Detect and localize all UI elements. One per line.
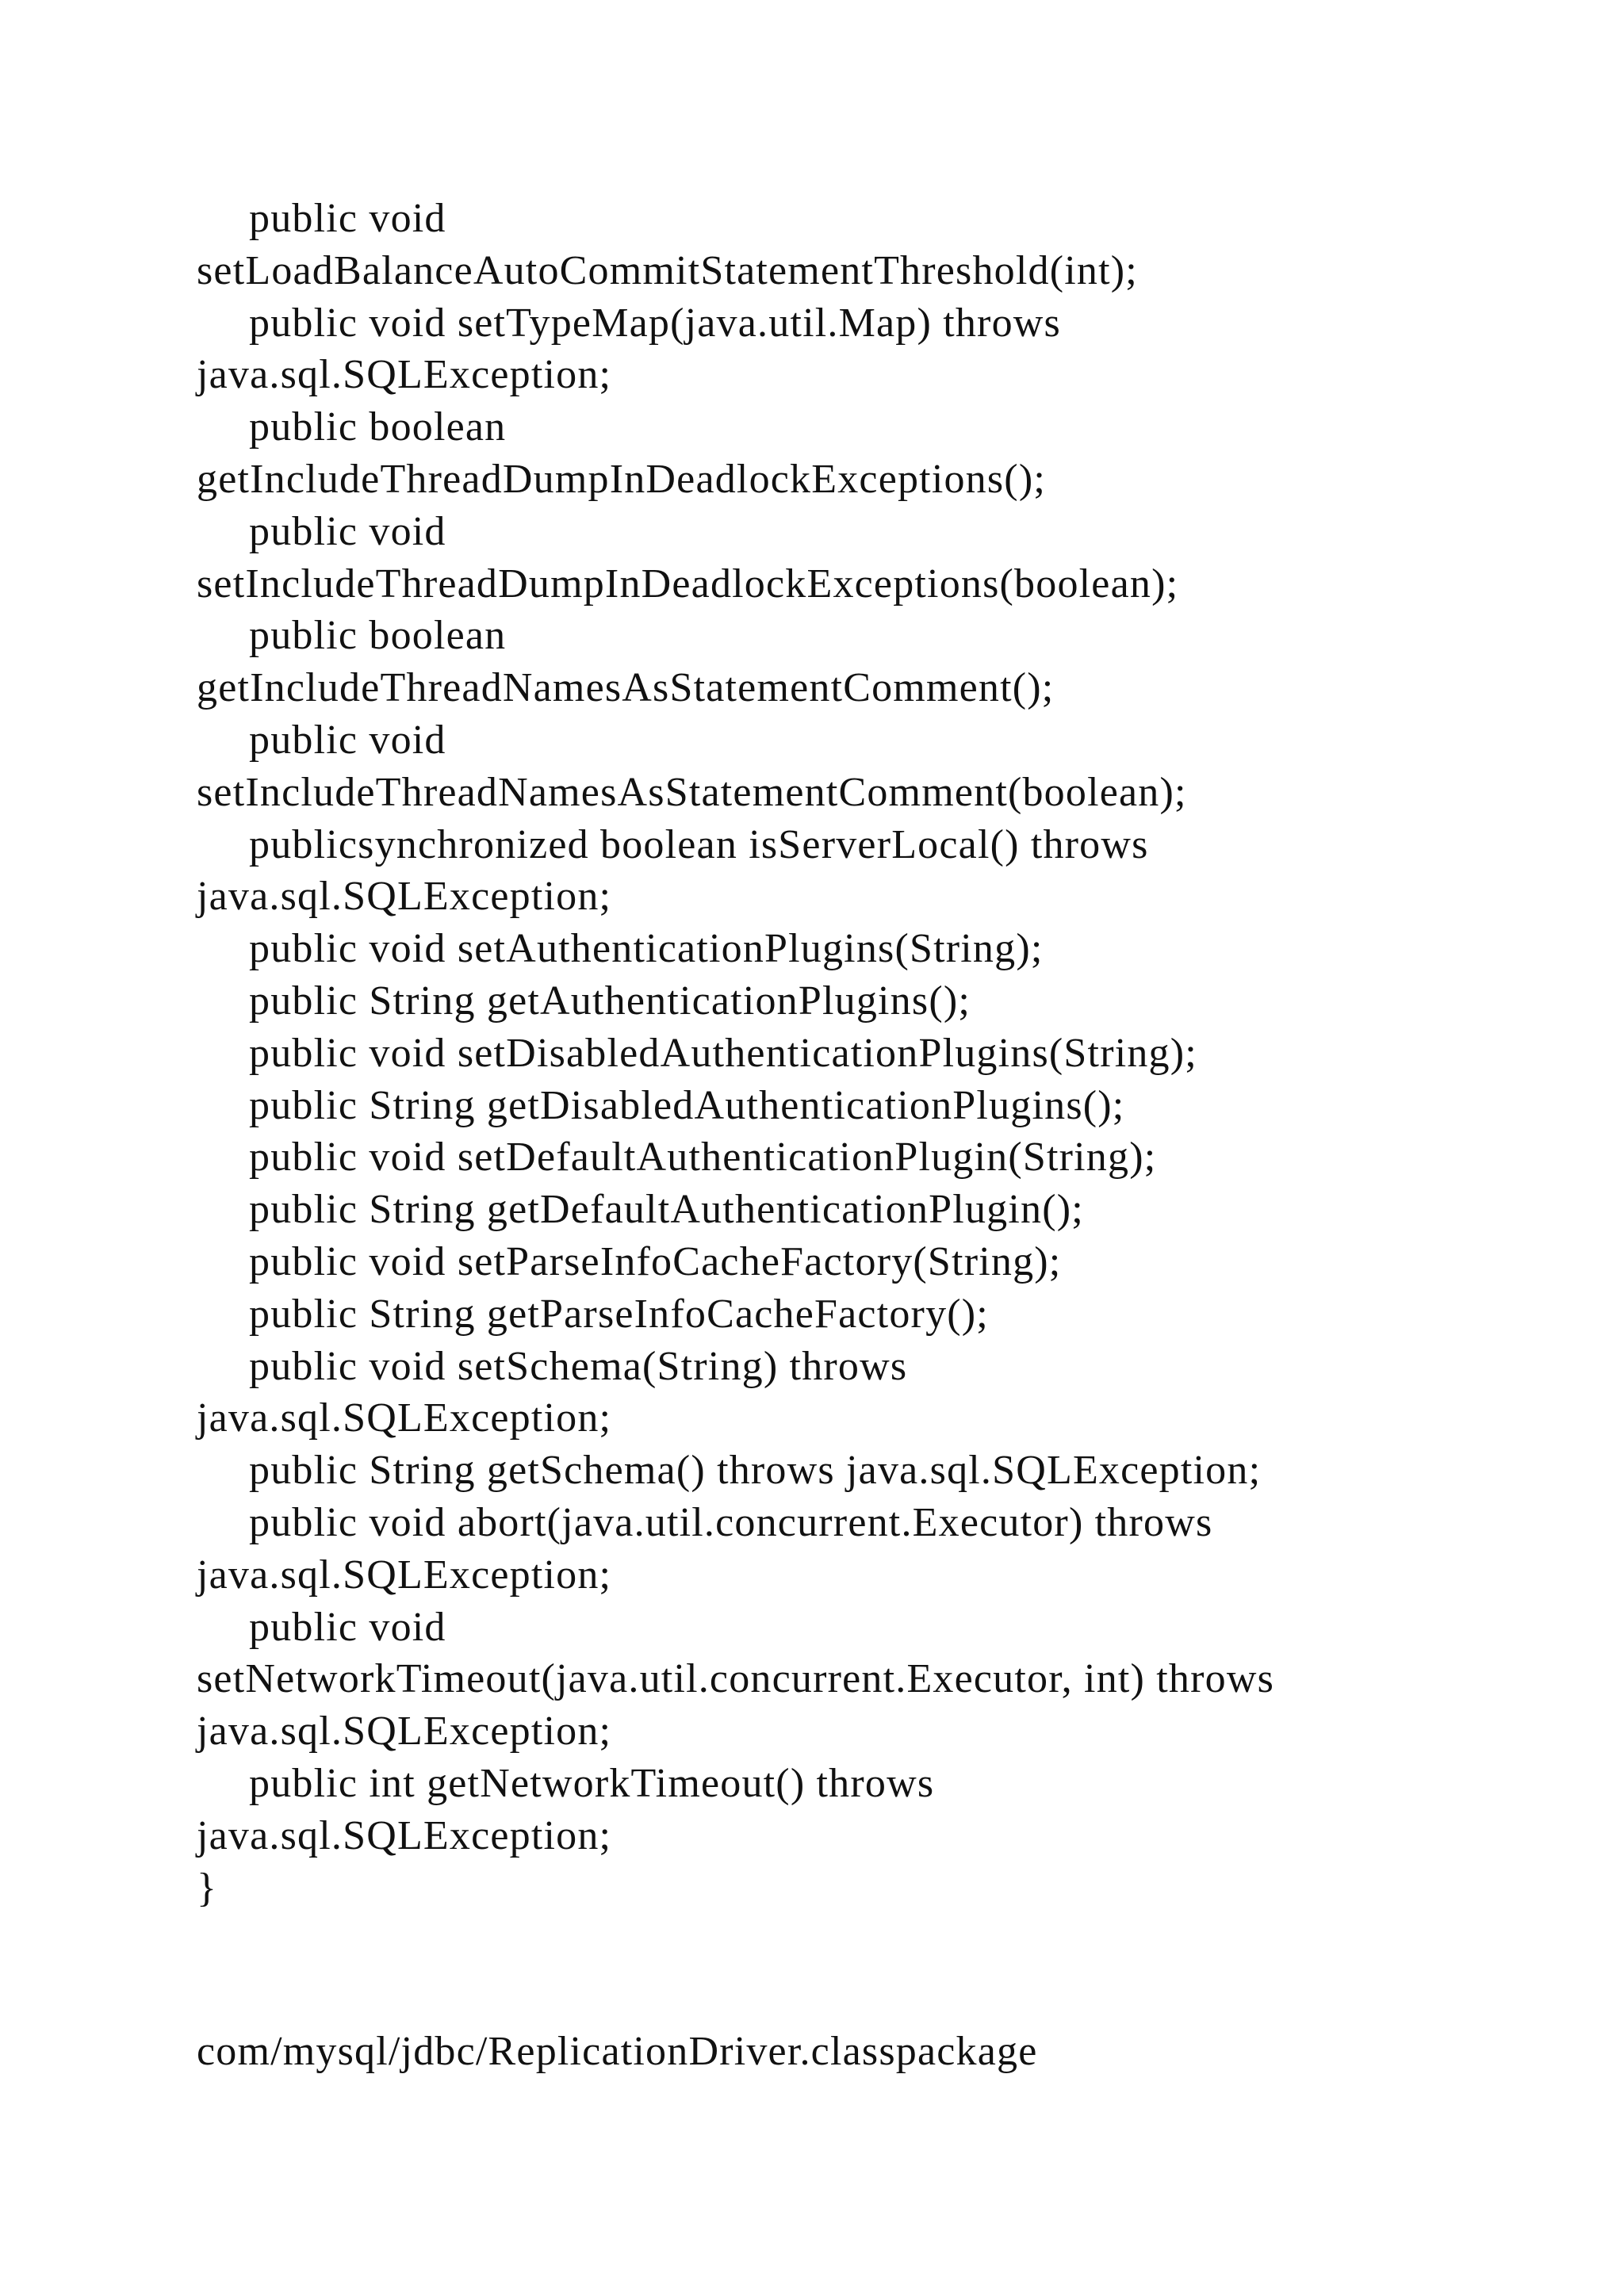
- code-line: public void setDefaultAuthenticationPlugin(String);: [249, 1135, 1157, 1181]
- code-line: public void setTypeMap(java.util.Map) throws: [249, 300, 1061, 346]
- code-line: public void: [249, 1604, 446, 1650]
- code-line: public boolean: [249, 613, 507, 659]
- code-line: setIncludeThreadNamesAsStatementComment(boolean);: [197, 769, 1187, 815]
- closing-brace: }: [197, 1865, 218, 1911]
- code-line: public void abort(java.util.concurrent.Executor) throws: [249, 1499, 1213, 1545]
- code-line: java.sql.SQLException;: [197, 874, 612, 920]
- code-line: public void: [249, 508, 446, 554]
- code-line: java.sql.SQLException;: [197, 1395, 612, 1441]
- code-line: java.sql.SQLException;: [197, 1709, 612, 1755]
- code-line: publicsynchronized boolean isServerLocal() throws: [249, 821, 1149, 867]
- code-line: getIncludeThreadNamesAsStatementComment();: [197, 665, 1055, 711]
- code-line: public String getParseInfoCacheFactory();: [249, 1291, 989, 1337]
- code-line: java.sql.SQLException;: [197, 352, 612, 398]
- code-line: public int getNetworkTimeout() throws: [249, 1760, 935, 1806]
- code-line: setNetworkTimeout(java.util.concurrent.Executor, int) throws: [197, 1656, 1275, 1702]
- code-line: public String getSchema() throws java.sql.SQLException;: [249, 1448, 1262, 1494]
- code-line: getIncludeThreadDumpInDeadlockExceptions();: [197, 456, 1046, 502]
- code-line: setLoadBalanceAutoCommitStatementThreshold(int);: [197, 247, 1138, 293]
- code-line: public void setParseInfoCacheFactory(String);: [249, 1238, 1062, 1284]
- code-line: public String getAuthenticationPlugins();: [249, 978, 971, 1024]
- code-line: setIncludeThreadDumpInDeadlockExceptions(boolean);: [197, 561, 1179, 607]
- class-path-line: com/mysql/jdbc/ReplicationDriver.classpackage: [197, 2029, 1038, 2074]
- code-line: java.sql.SQLException;: [197, 1812, 612, 1858]
- code-line: public void setDisabledAuthenticationPlugins(String);: [249, 1030, 1197, 1076]
- code-line: public boolean: [249, 404, 507, 450]
- code-listing: [197, 193, 1434, 1914]
- code-line: public void setAuthenticationPlugins(String);: [249, 926, 1044, 972]
- code-line: public void setSchema(String) throws: [249, 1343, 908, 1389]
- code-line: java.sql.SQLException;: [197, 1552, 612, 1598]
- code-line: public void: [249, 196, 446, 241]
- code-line: public void: [249, 717, 446, 763]
- code-line: public String getDefaultAuthenticationPlugin();: [249, 1187, 1084, 1233]
- code-line: public String getDisabledAuthenticationPlugins();: [249, 1082, 1125, 1128]
